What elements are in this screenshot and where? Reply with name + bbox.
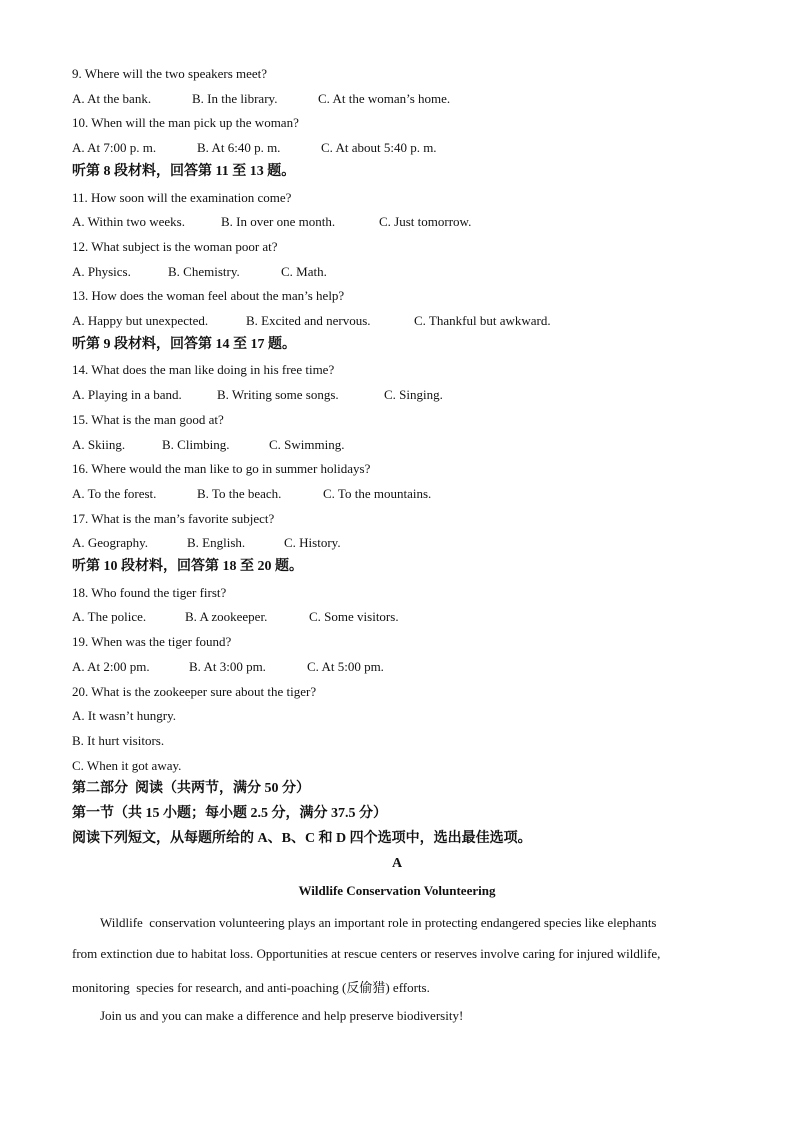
question-14-stem: 14. What does the man like doing in his free time?: [72, 362, 335, 377]
option-b: B. Chemistry.: [168, 264, 240, 279]
option-c: C. History.: [284, 535, 341, 550]
option-b: B. A zookeeper.: [185, 609, 268, 624]
option-a: A. The police.: [72, 609, 147, 624]
option-a: A. At 7:00 p. m.: [72, 140, 157, 155]
option-c: C. Some visitors.: [309, 609, 399, 624]
option-c: C. Thankful but awkward.: [414, 313, 551, 328]
part-2-instructions: 阅读下列短文，从每题所给的 A、B、C 和 D 四个选项中，选出最佳选项。: [72, 831, 532, 846]
option-a: A. Skiing.: [72, 437, 126, 452]
question-11-stem: 11. How soon will the examination come?: [72, 190, 292, 205]
option-b: B. At 3:00 pm.: [189, 659, 266, 674]
passage-title: Wildlife Conservation Volunteering: [298, 883, 496, 898]
question-16-stem: 16. Where would the man like to go in summer holidays?: [72, 461, 371, 476]
option-c: C. Singing.: [384, 387, 443, 402]
option-c: C. Math.: [281, 264, 327, 279]
question-20-option-a: A. It wasn’t hungry.: [72, 708, 176, 723]
option-b: B. Excited and nervous.: [246, 313, 371, 328]
option-c: C. At the woman’s home.: [318, 91, 451, 106]
section-10-heading: 听第 10 段材料，回答第 18 至 20 题。: [72, 559, 303, 574]
passage-letter: A: [391, 856, 403, 871]
question-18-stem: 18. Who found the tiger first?: [72, 585, 227, 600]
question-12-stem: 12. What subject is the woman poor at?: [72, 239, 278, 254]
option-c: C. At 5:00 pm.: [307, 659, 384, 674]
option-c: C. Swimming.: [269, 437, 345, 452]
option-a: A. Geography.: [72, 535, 149, 550]
question-9-stem: 9. Where will the two speakers meet?: [72, 66, 268, 81]
option-a: A. To the forest.: [72, 486, 157, 501]
passage-paragraph-1-line-1: Wildlife conservation volunteering plays an important role in protecting endangered species like elephants: [100, 915, 657, 930]
option-a: A. Playing in a band.: [72, 387, 182, 402]
option-a: A. Happy but unexpected.: [72, 313, 209, 328]
passage-paragraph-2: Join us and you can make a difference and help preserve biodiversity!: [100, 1008, 464, 1023]
question-13-stem: 13. How does the woman feel about the man’s help?: [72, 288, 345, 303]
passage-paragraph-1-line-3: monitoring species for research, and anti-poaching (反偷猎) efforts.: [72, 980, 430, 995]
option-a: A. At 2:00 pm.: [72, 659, 150, 674]
section-9-heading: 听第 9 段材料，回答第 14 至 17 题。: [72, 337, 296, 352]
section-8-heading: 听第 8 段材料，回答第 11 至 13 题。: [72, 164, 296, 179]
option-c: C. At about 5:40 p. m.: [321, 140, 437, 155]
question-15-stem: 15. What is the man good at?: [72, 412, 224, 427]
option-b: B. Writing some songs.: [217, 387, 339, 402]
option-b: B. At 6:40 p. m.: [197, 140, 281, 155]
part-2-section-1-heading: 第一节（共 15 小题；每小题 2.5 分，满分 37.5 分）: [72, 806, 387, 821]
option-b: B. To the beach.: [197, 486, 282, 501]
option-b: B. In the library.: [192, 91, 278, 106]
option-a: A. Physics.: [72, 264, 131, 279]
option-c: C. To the mountains.: [323, 486, 432, 501]
part-2-heading: 第二部分 阅读（共两节，满分 50 分）: [72, 781, 310, 796]
option-a: A. At the bank.: [72, 91, 152, 106]
option-b: B. In over one month.: [221, 214, 336, 229]
option-a: A. Within two weeks.: [72, 214, 185, 229]
question-19-stem: 19. When was the tiger found?: [72, 634, 232, 649]
question-10-stem: 10. When will the man pick up the woman?: [72, 115, 299, 130]
question-20-option-c: C. When it got away.: [72, 758, 182, 773]
option-c: C. Just tomorrow.: [379, 214, 472, 229]
option-b: B. English.: [187, 535, 246, 550]
question-20-option-b: B. It hurt visitors.: [72, 733, 165, 748]
question-20-stem: 20. What is the zookeeper sure about the tiger?: [72, 684, 317, 699]
option-b: B. Climbing.: [162, 437, 230, 452]
question-17-stem: 17. What is the man’s favorite subject?: [72, 511, 275, 526]
passage-paragraph-1-line-2: from extinction due to habitat loss. Opportunities at rescue centers or reserves involve caring for injured wildlife,: [72, 946, 661, 961]
